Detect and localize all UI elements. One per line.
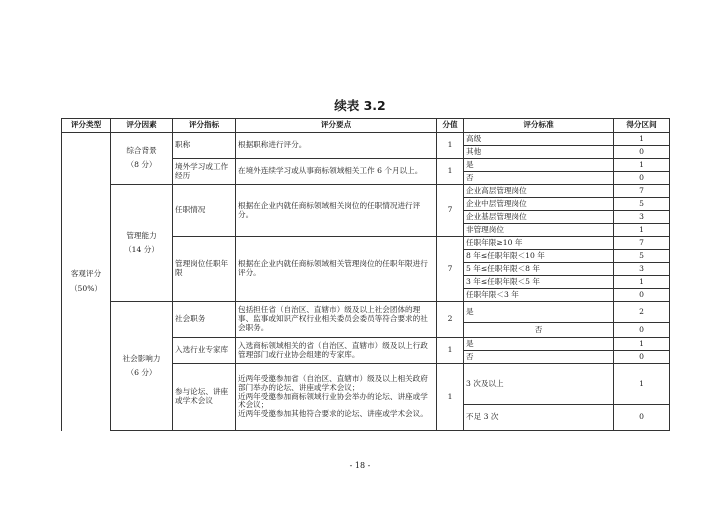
factor-cell [111,302,173,431]
indicator-cell: 社会职务 [173,302,236,338]
criteria-cell: 任职年限≥10 年 [464,237,614,250]
factor-label: 综合背景 [126,146,157,156]
criteria-cell: 否 [464,172,614,185]
score-cell: 0 [614,172,670,185]
criteria-cell: 非管理岗位 [464,224,614,237]
page-number: - 18 - [349,461,371,470]
factor-score: （6 分） [126,367,157,377]
criteria-cell: 否 [464,323,614,338]
score-cell: 1 [614,159,670,172]
score-cell: 5 [614,250,670,263]
header-cell: 评分指标 [173,119,236,133]
table-row [62,302,670,323]
score-cell: 1 [614,364,670,405]
value-cell: 1 [437,364,464,431]
category-percent: （50%） [69,283,103,293]
score-cell: 3 [614,263,670,276]
factor-cell [111,185,173,302]
score-cell: 0 [614,323,670,338]
criteria-cell: 是 [464,159,614,172]
score-cell: 0 [614,146,670,159]
points-line: 近两年受邀参加商标领域行业协会举办的论坛、讲座或学术会议； [238,391,428,410]
criteria-cell: 不足 3 次 [464,405,614,431]
value-cell: 2 [437,302,464,338]
criteria-cell: 3 年≤任职年限＜5 年 [464,276,614,289]
score-cell: 0 [614,289,670,302]
points-cell [236,364,437,431]
evaluation-table [61,118,670,431]
criteria-cell: 其他 [464,146,614,159]
category-cell [62,133,111,431]
points-cell: 根据在企业内就任商标领域相关管理岗位的任职年限进行评分。 [236,237,437,302]
indicator-cell: 参与论坛、讲座或学术会议 [173,364,236,431]
points-line: 近两年受邀参加省（自治区、直辖市）级及以上相关政府部门举办的论坛、讲座或学术会议； [238,373,428,392]
score-cell: 7 [614,185,670,198]
criteria-cell: 是 [464,302,614,323]
score-cell: 1 [614,224,670,237]
factor-label: 社会影响力 [122,353,161,363]
indicator-cell: 职称 [173,133,236,159]
criteria-cell: 5 年≤任职年限＜8 年 [464,263,614,276]
value-cell: 7 [437,237,464,302]
score-cell: 2 [614,302,670,323]
score-cell: 7 [614,237,670,250]
indicator-cell: 境外学习或工作经历 [173,159,236,185]
value-cell: 1 [437,338,464,364]
criteria-cell: 高级 [464,133,614,146]
criteria-cell: 否 [464,351,614,364]
score-cell: 0 [614,405,670,431]
score-cell: 5 [614,198,670,211]
indicator-cell: 入选行业专家库 [173,338,236,364]
criteria-cell: 企业高层管理岗位 [464,185,614,198]
header-row [62,119,670,133]
criteria-cell: 企业中层管理岗位 [464,198,614,211]
points-cell: 入选商标领域相关的省（自治区、直辖市）级及以上行政管理部门或行业协会组建的专家库。 [236,338,437,364]
score-cell: 3 [614,211,670,224]
header-cell: 评分标准 [464,119,614,133]
table-title: 续表 3.2 [334,98,386,113]
points-cell: 根据在企业内就任商标领域相关岗位的任职情况进行评分。 [236,185,437,237]
header-cell: 评分因素 [111,119,173,133]
table-row [62,133,670,146]
points-cell: 根据职称进行评分。 [236,133,437,159]
criteria-cell: 企业基层管理岗位 [464,211,614,224]
header-cell: 分值 [437,119,464,133]
header-cell: 评分要点 [236,119,437,133]
factor-cell [111,133,173,185]
factor-score: （14 分） [124,244,159,254]
points-line: 近两年受邀参加其他符合要求的论坛、讲座或学术会议。 [238,409,428,419]
criteria-cell: 8 年≤任职年限＜10 年 [464,250,614,263]
points-cell: 在境外连续学习或从事商标领域相关工作 6 个月以上。 [236,159,437,185]
value-cell: 7 [437,185,464,237]
value-cell: 1 [437,133,464,159]
score-cell: 1 [614,338,670,351]
score-cell: 0 [614,351,670,364]
score-cell: 1 [614,276,670,289]
criteria-cell: 是 [464,338,614,351]
header-cell: 得分区间 [614,119,670,133]
criteria-cell: 3 次及以上 [464,364,614,405]
factor-score: （8 分） [126,160,157,169]
factor-label: 管理能力 [126,230,157,240]
value-cell: 1 [437,159,464,185]
category-label: 客观评分 [70,268,102,278]
points-cell: 包括担任省（自治区、直辖市）级及以上社会团体的理事、监事或知识产权行业相关委员会委员等符合要求的社会职务。 [236,302,437,338]
indicator-cell: 任职情况 [173,185,236,237]
table-row [62,185,670,198]
header-cell: 评分类型 [62,119,111,133]
score-cell: 1 [614,133,670,146]
indicator-cell: 管理岗位任职年限 [173,237,236,302]
criteria-cell: 任职年限＜3 年 [464,289,614,302]
